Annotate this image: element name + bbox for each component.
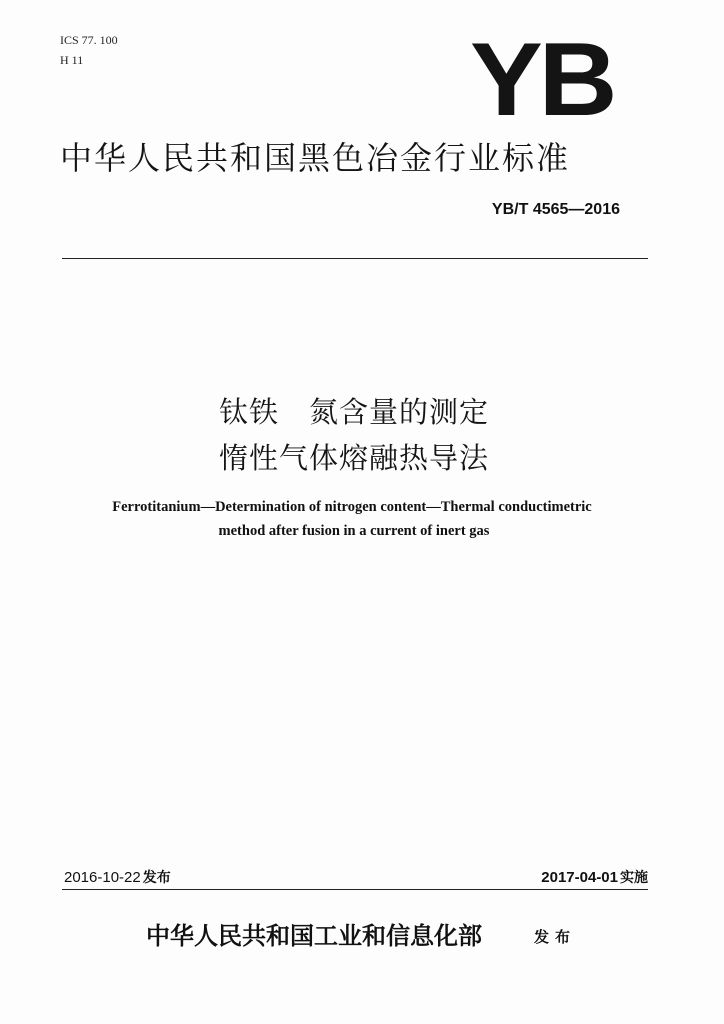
ccs-code: H 11 xyxy=(60,53,84,67)
ics-code: ICS 77. 100 xyxy=(60,33,118,47)
yb-logo: YB xyxy=(470,22,614,138)
title-cn-line-2: 惰性气体熔融热导法 xyxy=(218,441,489,475)
standard-category: 中华人民共和国黑色冶金行业标准 xyxy=(60,139,571,177)
header-divider xyxy=(62,258,648,259)
footer-divider xyxy=(62,889,648,890)
implementation-date-value: 2017-04-01 xyxy=(541,869,618,886)
title-cn-line-1: 钛铁 氮含量的测定 xyxy=(218,395,489,429)
implementation-date-suffix: 实施 xyxy=(620,870,648,886)
issue-date-value: 2016-10-22 xyxy=(64,869,141,886)
issue-date-suffix: 发布 xyxy=(142,870,171,886)
implementation-date xyxy=(541,868,648,888)
issue-date xyxy=(64,868,171,888)
title-en-line-1: Ferrotitanium—Determination of nitrogen content—Thermal conductimetric xyxy=(112,499,592,515)
title-en-line-2: method after fusion in a current of inert gas xyxy=(218,523,490,539)
standard-code: YB/T 4565—2016 xyxy=(491,201,620,218)
issuing-authority: 中华人民共和国工业和信息化部 xyxy=(146,921,482,950)
classification-codes xyxy=(60,30,118,70)
issuing-verb: 发布 xyxy=(534,928,577,946)
